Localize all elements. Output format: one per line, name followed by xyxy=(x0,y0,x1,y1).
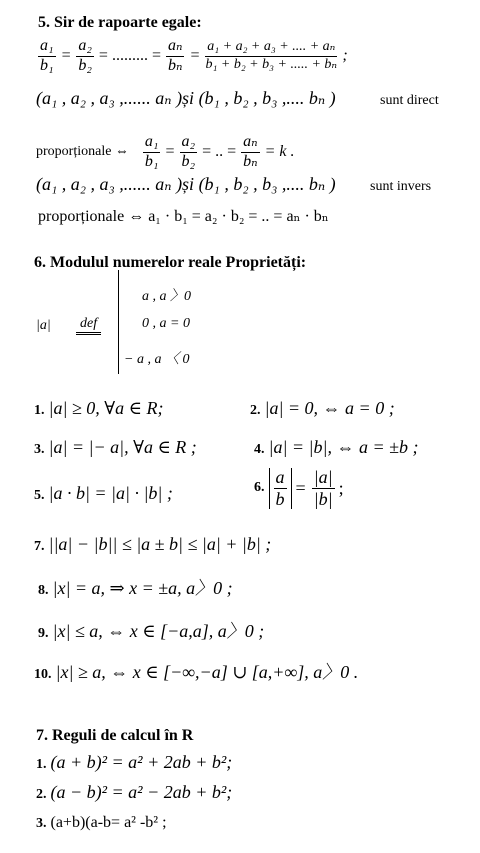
direct-label: sunt direct xyxy=(380,93,439,108)
def-label: def xyxy=(76,316,101,335)
invers-label: sunt invers xyxy=(370,179,432,194)
rule-1: 1. (a + b)² = a² + 2ab + b²; xyxy=(36,752,233,772)
section-6-title: 6. Modulul numerelor reale Proprietăți: xyxy=(34,254,307,271)
rule-3: 3. (a+b)(a-b= a² -b² ; xyxy=(36,814,167,831)
property-10: 10. |x| ≥ a, ⇔ x ∈ [−∞,−a] ∪ [a,+∞], a〉0 . xyxy=(34,662,359,682)
case-zero: 0 , a = 0 xyxy=(142,316,190,331)
direct-proportion-formula: proporționale ⇔ $\frac{\text{a₁}}{\text{b₁}}$ = $\frac{\text{a₂}}{\text{b₂}}$ = .. = $\frac{\text{aₙ}}{\text{bₙ}}$ = k . xyxy=(36,133,295,170)
fraction-an-bn: $\frac{\text{aₙ}}{\text{bₙ}}$ xyxy=(167,37,183,74)
piecewise-brace xyxy=(118,270,119,374)
fraction-a2-b2: $\frac{\text{a₂}}{\text{b₂}}$ xyxy=(78,37,92,74)
section-7-title: 7. Reguli de calcul în R xyxy=(36,727,194,744)
case-negative: − a , a 〈 0 xyxy=(124,352,190,367)
fraction-sum: $\frac{\text{a₁ + a₂ + a₃ + .... + aₙ}}{\text{b₁ + b₂ + b₃ + ..... + bₙ}}$ xyxy=(205,39,338,72)
abs-a-label: |a| xyxy=(36,318,51,333)
property-6: 6. $\frac{a}{b}$ = $\frac{|a|}{|b|}$ ; xyxy=(254,467,344,509)
property-2: 2. |a| = 0, ⇔ a = 0 ; xyxy=(250,398,395,418)
fraction-a1-b1: $\frac{\text{a₁}}{\text{b₁}}$ xyxy=(40,37,54,74)
case-positive: a , a 〉0 xyxy=(142,289,191,304)
invers-formula: proporționale ⇔ a₁ · b₁ = a₂ · b₂ = .. = aₙ · bₙ xyxy=(38,208,329,225)
property-5: 5. |a · b| = |a| · |b| ; xyxy=(34,483,173,503)
rule-2: 2. (a − b)² = a² − 2ab + b²; xyxy=(36,782,233,802)
property-7: 7. ||a| − |b|| ≤ |a ± b| ≤ |a| + |b| ; xyxy=(34,534,272,554)
property-3: 3. |a| = |− a|, ∀a ∈ R ; xyxy=(34,437,197,457)
property-4: 4. |a| = |b|, ⇔ a = ±b ; xyxy=(254,437,419,457)
property-9: 9. |x| ≤ a, ⇔ x ∈ [−a,a], a〉0 ; xyxy=(38,621,265,641)
equal-ratios-formula: $\frac{\text{a₁}}{\text{b₁}}$ = $\frac{\text{a₂}}{\text{b₂}}$ = ......... = $\frac{\text{aₙ}}{\text{bₙ}}$ = $\frac{\text{a₁ + a₂ + a₃ + .... + aₙ}}{\text{b₁ + b₂ + b₃ + ..... + bₙ}}$ ; xyxy=(40,37,348,74)
property-1: 1. |a| ≥ 0, ∀a ∈ R; xyxy=(34,398,164,418)
sequence-line-direct: (a₁ , a₂ , a₃ ,...... aₙ )și (b₁ , b₂ , b₃ ,.... bₙ ) xyxy=(36,88,336,108)
section-5-title: 5. Sir de rapoarte egale: xyxy=(38,14,202,31)
property-8: 8. |x| = a, ⇒ x = ±a, a〉0 ; xyxy=(38,578,233,598)
sequence-line-invers: (a₁ , a₂ , a₃ ,...... aₙ )și (b₁ , b₂ , b₃ ,.... bₙ ) xyxy=(36,174,336,194)
